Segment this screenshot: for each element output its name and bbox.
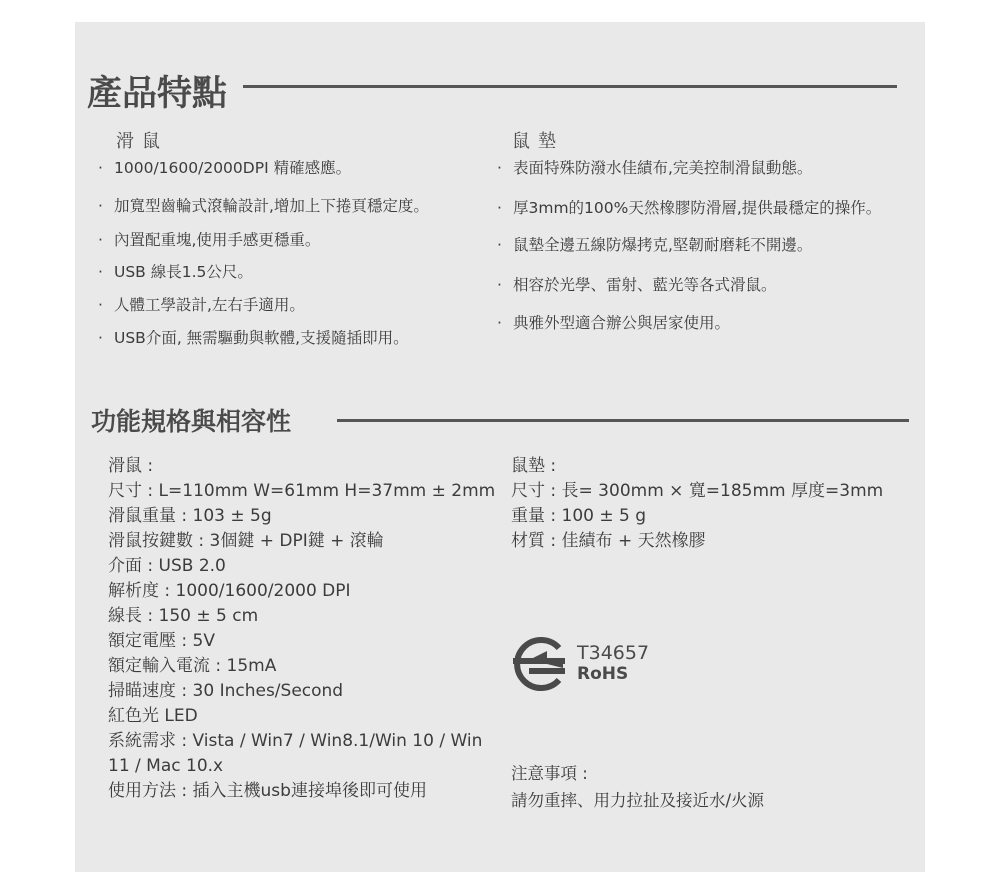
spec-line: 紅色光 LED [108, 706, 198, 726]
pad-feature-item: · 典雅外型適合辦公與居家使用。 [497, 311, 730, 333]
notice [511, 760, 911, 814]
pad-feature-item: · 鼠墊全邊五線防爆拷克,堅韌耐磨耗不開邊。 [497, 233, 812, 255]
spec-line: 尺寸 : L=110mm W=61mm H=37mm ± 2mm [108, 481, 496, 501]
mouse-feature-item: · USB 線長1.5公尺。 [98, 260, 253, 282]
spec-line: 滑鼠重量 : 103 ± 5g [108, 506, 272, 526]
spec-line: 額定輸入電流 : 15mA [108, 656, 277, 676]
spec-line: 線長 : 150 ± 5 cm [108, 606, 259, 626]
spec-line: 掃瞄速度 : 30 Inches/Second [108, 681, 344, 701]
pad-feature-item: · 表面特殊防潑水佳績布,完美控制滑鼠動態。 [497, 156, 812, 178]
mouse-feature-item: · 1000/1600/2000DPI 精確感應。 [98, 156, 351, 178]
mouse-features-heading: 滑鼠 [116, 131, 168, 152]
rohs-label: RoHS [577, 664, 629, 684]
mouse-specs [108, 454, 496, 804]
spec-line: 滑鼠按鍵數 : 3個鍵 + DPI鍵 + 滾輪 [108, 531, 384, 551]
mouse-feature-item: · USB介面, 無需驅動與軟體,支援隨插即用。 [98, 326, 409, 348]
product-info-panel [75, 22, 925, 872]
spec-line: 解析度 : 1000/1600/2000 DPI [108, 581, 351, 601]
spec-line: 介面 : USB 2.0 [108, 556, 226, 576]
pad-feature-item: · 厚3mm的100%天然橡膠防滑層,提供最穩定的操作。 [497, 196, 881, 218]
pad-specs [511, 454, 911, 554]
spec-line: 重量 : 100 ± 5 g [511, 506, 647, 526]
spec-line: 額定電壓 : 5V [108, 631, 215, 651]
pad-feature-item: · 相容於光學、雷射、藍光等各式滑鼠。 [497, 273, 777, 295]
bsmi-certification-icon [511, 634, 567, 694]
mouse-feature-item: · 人體工學設計,左右手適用。 [98, 293, 305, 315]
pad-features-heading: 鼠墊 [512, 131, 564, 152]
specs-title-rule [337, 419, 909, 422]
pad-specs-heading: 鼠墊 : [511, 456, 557, 476]
notice-heading: 注意事項 : [511, 764, 588, 783]
spec-line: 系統需求 : Vista / Win7 / Win8.1/Win 10 / Win 11 / Mac 10.x [108, 731, 483, 776]
specs-title: 功能規格與相容性 [91, 407, 292, 436]
certification-text [577, 643, 649, 685]
notice-text: 請勿重摔、用力拉扯及接近水/火源 [511, 791, 765, 810]
certification-mark [511, 634, 649, 694]
mouse-feature-item: · 加寬型齒輪式滾輪設計,增加上下捲頁穩定度。 [98, 194, 429, 216]
spec-line: 使用方法 : 插入主機usb連接埠後即可使用 [108, 781, 427, 801]
mouse-feature-item: · 內置配重塊,使用手感更穩重。 [98, 228, 320, 250]
features-title: 產品特點 [87, 74, 228, 114]
spec-line: 材質 : 佳績布 + 天然橡膠 [511, 531, 706, 551]
spec-line: 尺寸 : 長= 300mm × 寬=185mm 厚度=3mm [511, 481, 884, 501]
certification-code: T34657 [577, 642, 650, 664]
features-title-rule [243, 85, 897, 88]
mouse-specs-heading: 滑鼠 : [108, 456, 154, 476]
